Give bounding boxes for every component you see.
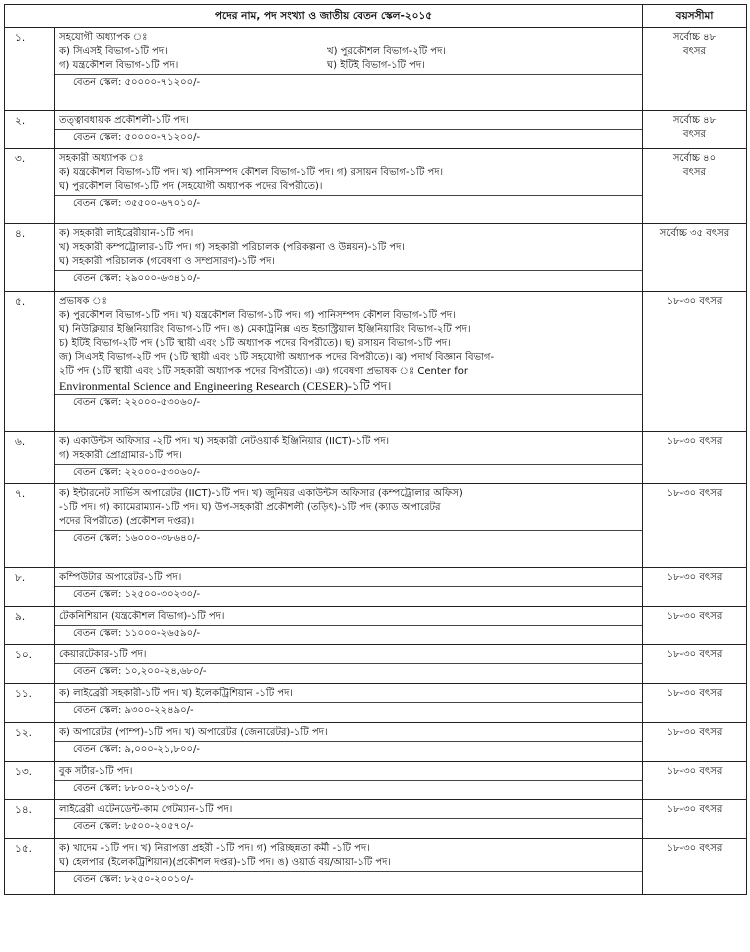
salary-scale: বেতন স্কেল: ১২৫০০-৩০২৩০/- [55,586,642,602]
age-limit [643,568,747,607]
age-limit [643,28,747,111]
age-limit [643,432,747,484]
age-limit-line: ১৮-৩০ বৎসর [666,649,723,660]
post-line: ক) সহকারী লাইব্রেরীয়ান-১টি পদ। [59,228,194,239]
serial-number: ১৩. [5,762,55,800]
post-details [55,484,643,568]
serial-number: ৬. [5,432,55,484]
salary-scale: বেতন স্কেল: ২২০০০-৫৩০৬০/- [55,464,642,480]
post-column-header: পদের নাম, পদ সংখ্যা ও জাতীয় বেতন স্কেল-২০১৫ [5,5,643,28]
serial-number: ৩. [5,149,55,224]
serial-number: ১২. [5,723,55,762]
post-line: ক) যন্ত্রকৌশল বিভাগ-১টি পদ। খ) পানিসম্পদ কৌশল বিভাগ-১টি পদ। গ) রসায়ন বিভাগ-১টি পদ। [59,167,444,178]
age-limit-line: বৎসর [682,46,707,57]
salary-scale: বেতন স্কেল: ৫০০০০-৭১২০০/- [55,74,642,90]
table-row [5,607,747,645]
post-line: ক) ইন্টারনেট সার্ভিস অপারেটর (IICT)-১টি পদ। খ) জুনিয়র একাউন্টস অফিসার (কম্পট্রোলার অফিস) [59,488,463,499]
table-row [5,224,747,292]
post-line: তত্ত্বাবধায়ক প্রকৌশলী-১টি পদ। [59,115,189,126]
post-line: ক) খাদেম -১টি পদ। খ) নিরাপত্তা প্রহরী -১টি পদ। গ) পরিচ্ছন্নতা কর্মী -১টি পদ। [59,843,370,854]
salary-scale: বেতন স্কেল: ৩৫৫০০-৬৭০১০/- [55,195,642,211]
recruitment-table [4,4,747,895]
age-limit-line: বৎসর [682,129,707,140]
age-limit [643,149,747,224]
post-item: ঘ) ইটিই বিভাগ-১টি পদ। [327,60,425,71]
age-limit-line: ১৮-৩০ বৎসর [666,296,723,307]
post-details [55,432,643,484]
table-row [5,149,747,224]
age-limit [643,684,747,723]
salary-scale: বেতন স্কেল: ২৯০০০-৬৩৪১০/- [55,270,642,286]
post-line: সহযোগী অধ্যাপক ঃ [59,32,148,43]
age-limit-line: ১৮-৩০ বৎসর [666,488,723,499]
age-limit [643,111,747,149]
post-line: সহকারী অধ্যাপক ঃ [59,153,144,164]
post-line: ঘ) নিউক্লিয়ার ইঞ্জিনিয়ারিং বিভাগ-১টি পদ। ঙ) মেকাট্রনিক্স এন্ড ইন্ডাস্ট্রিয়াল ইঞ্জিনিয়ারিং বিভাগ-২টি পদ। [59,324,471,335]
table-row [5,111,747,149]
serial-number: ৯. [5,607,55,645]
post-item: ক) সিএসই বিভাগ-১টি পদ। [59,46,168,57]
post-details [55,723,643,762]
post-line: পদের বিপরীতে) (প্রকৌশল দপ্তর)। [59,516,195,527]
post-line: জ) সিএসই বিভাগ-২টি পদ (১টি স্থায়ী এবং ১টি সহযোগী অধ্যাপক পদের বিপরীতে)। ঝ) পদার্থ বিজ্ঞান বিভাগ- [59,352,495,363]
age-limit-line: ১৮-৩০ বৎসর [666,688,723,699]
salary-scale: বেতন স্কেল: ৮২৫০-২০০১০/- [55,871,642,887]
serial-number: ১৫. [5,839,55,895]
table-row [5,645,747,684]
table-header-row [5,5,747,28]
post-details [55,292,643,432]
age-limit [643,224,747,292]
post-line: কেয়ারটেকার-১টি পদ। [59,649,147,660]
table-row [5,28,747,111]
table-row [5,839,747,895]
salary-scale: বেতন স্কেল: ১০,২০০-২৪,৬৮০/- [55,663,642,679]
post-line [59,45,638,59]
serial-number: ১১. [5,684,55,723]
age-limit-line: সর্বোচ্চ ৪৮ [672,32,717,43]
post-details [55,224,643,292]
age-column-header: বয়সসীমা [643,5,747,28]
table-row [5,484,747,568]
post-details [55,684,643,723]
serial-number: ১. [5,28,55,111]
post-line: ক) পুরকৌশল বিভাগ-১টি পদ। খ) যন্ত্রকৌশল বিভাগ-১টি পদ। গ) পানিসম্পদ কৌশল বিভাগ-১টি পদ। [59,310,456,321]
table-row [5,762,747,800]
post-line: খ) সহকারী কম্পট্রোলার-১টি পদ। গ) সহকারী পরিচালক (পরিকল্পনা ও উন্নয়ন)-১টি পদ। [59,242,406,253]
serial-number: ৭. [5,484,55,568]
post-line: ২টি পদ (১টি স্থায়ী এবং ১টি সহকারী অধ্যাপক পদের বিপরীতে)। ঞ) গবেষণা প্রভাষক ঃ Center for [59,366,468,377]
salary-scale: বেতন স্কেল: ১১০০০-২৬৫৯০/- [55,625,642,641]
age-limit-line: সর্বোচ্চ ৪০ [672,153,717,164]
post-line: প্রভাষক ঃ [59,296,107,307]
serial-number: ১৪. [5,800,55,839]
post-details [55,149,643,224]
post-details [55,28,643,111]
age-limit-line: সর্বোচ্চ ৪৮ [672,115,717,126]
post-line: টেকনিশিয়ান (যন্ত্রকৌশল বিভাগ)-১টি পদ। [59,611,225,622]
post-line: ঘ) হেলপার (ইলেকট্রিশিয়ান)(প্রকৌশল দপ্তর)-১টি পদ। ঙ) ওয়ার্ড বয়/আয়া-১টি পদ। [59,857,391,868]
post-details [55,839,643,895]
post-line: কম্পিউটার অপারেটর-১টি পদ। [59,572,182,583]
age-limit-line: সর্বোচ্চ ৩৫ বৎসর [659,228,730,239]
post-line: ঘ) পুরকৌশল বিভাগ-১টি পদ (সহযোগী অধ্যাপক পদের বিপরীতে)। [59,181,323,192]
post-item: গ) যন্ত্রকৌশল বিভাগ-১টি পদ। [59,60,179,71]
age-limit [643,839,747,895]
table-row [5,800,747,839]
salary-scale: বেতন স্কেল: ১৬০০০-৩৮৬৪০/- [55,530,642,546]
age-limit-line: ১৮-৩০ বৎসর [666,727,723,738]
age-limit [643,292,747,432]
post-line: Environmental Science and Engineering Research (CESER)-১টি পদ। [59,379,392,393]
table-row [5,684,747,723]
post-line: চ) ইটিই বিভাগ-২টি পদ (১টি স্থায়ী এবং ১টি অধ্যাপক পদের বিপরীতে)। ছ) রসায়ন বিভাগ-১টি পদ। [59,338,451,349]
age-limit-line: বৎসর [682,167,707,178]
salary-scale: বেতন স্কেল: ৯৩০০-২২৪৯০/- [55,702,642,718]
post-details [55,568,643,607]
salary-scale: বেতন স্কেল: ৯,০০০-২১,৮০০/- [55,741,642,757]
table-row [5,568,747,607]
serial-number: ৪. [5,224,55,292]
post-details [55,111,643,149]
table-row [5,432,747,484]
age-limit-line: ১৮-৩০ বৎসর [666,611,723,622]
age-limit-line: ১৮-৩০ বৎসর [666,766,723,777]
post-item: খ) পুরকৌশল বিভাগ-২টি পদ। [327,46,446,57]
serial-number: ২. [5,111,55,149]
post-line: ঘ) সহকারী পরিচালক (গবেষণা ও সম্প্রসারণ)-১টি পদ। [59,256,275,267]
age-limit [643,800,747,839]
post-line [59,59,638,73]
salary-scale: বেতন স্কেল: ৫০০০০-৭১২০০/- [55,129,642,145]
age-limit [643,645,747,684]
serial-number: ৫. [5,292,55,432]
post-line: লাইব্রেরী এটেনডেন্ট-কাম গেটম্যান-১টি পদ। [59,804,233,815]
salary-scale: বেতন স্কেল: ৮৫০০-২০৫৭০/- [55,818,642,834]
age-limit-line: ১৮-৩০ বৎসর [666,804,723,815]
post-line: ক) লাইব্রেরী সহকারী-১টি পদ। খ) ইলেকট্রিশিয়ান -১টি পদ। [59,688,293,699]
salary-scale: বেতন স্কেল: ২২০০০-৫৩০৬০/- [55,394,642,410]
serial-number: ৮. [5,568,55,607]
age-limit [643,762,747,800]
age-limit [643,484,747,568]
age-limit-line: ১৮-৩০ বৎসর [666,436,723,447]
age-limit-line: ১৮-৩০ বৎসর [666,572,723,583]
serial-number: ১০. [5,645,55,684]
table-row [5,292,747,432]
post-details [55,800,643,839]
post-line: ক) অপারেটর (পাম্প)-১টি পদ। খ) অপারেটর (জেনারেটর)-১টি পদ। [59,727,328,738]
post-line: গ) সহকারী প্রোগ্রামার-১টি পদ। [59,450,182,461]
post-line: ক) একাউন্টস অফিসার -২টি পদ। খ) সহকারী নেটওয়ার্ক ইঞ্জিনিয়ার (IICT)-১টি পদ। [59,436,390,447]
age-limit [643,723,747,762]
post-details [55,645,643,684]
age-limit-line: ১৮-৩০ বৎসর [666,843,723,854]
post-line: বুক সর্টার-১টি পদ। [59,766,133,777]
post-details [55,762,643,800]
post-details [55,607,643,645]
age-limit [643,607,747,645]
salary-scale: বেতন স্কেল: ৮৮০০-২১৩১০/- [55,780,642,796]
table-row [5,723,747,762]
post-line: -১টি পদ। গ) ক্যামেরাম্যান-১টি পদ। ঘ) উপ-সহকারী প্রকৌশলী (তড়িৎ)-১টি পদ (ক্যাড অপারেটর [59,502,441,513]
